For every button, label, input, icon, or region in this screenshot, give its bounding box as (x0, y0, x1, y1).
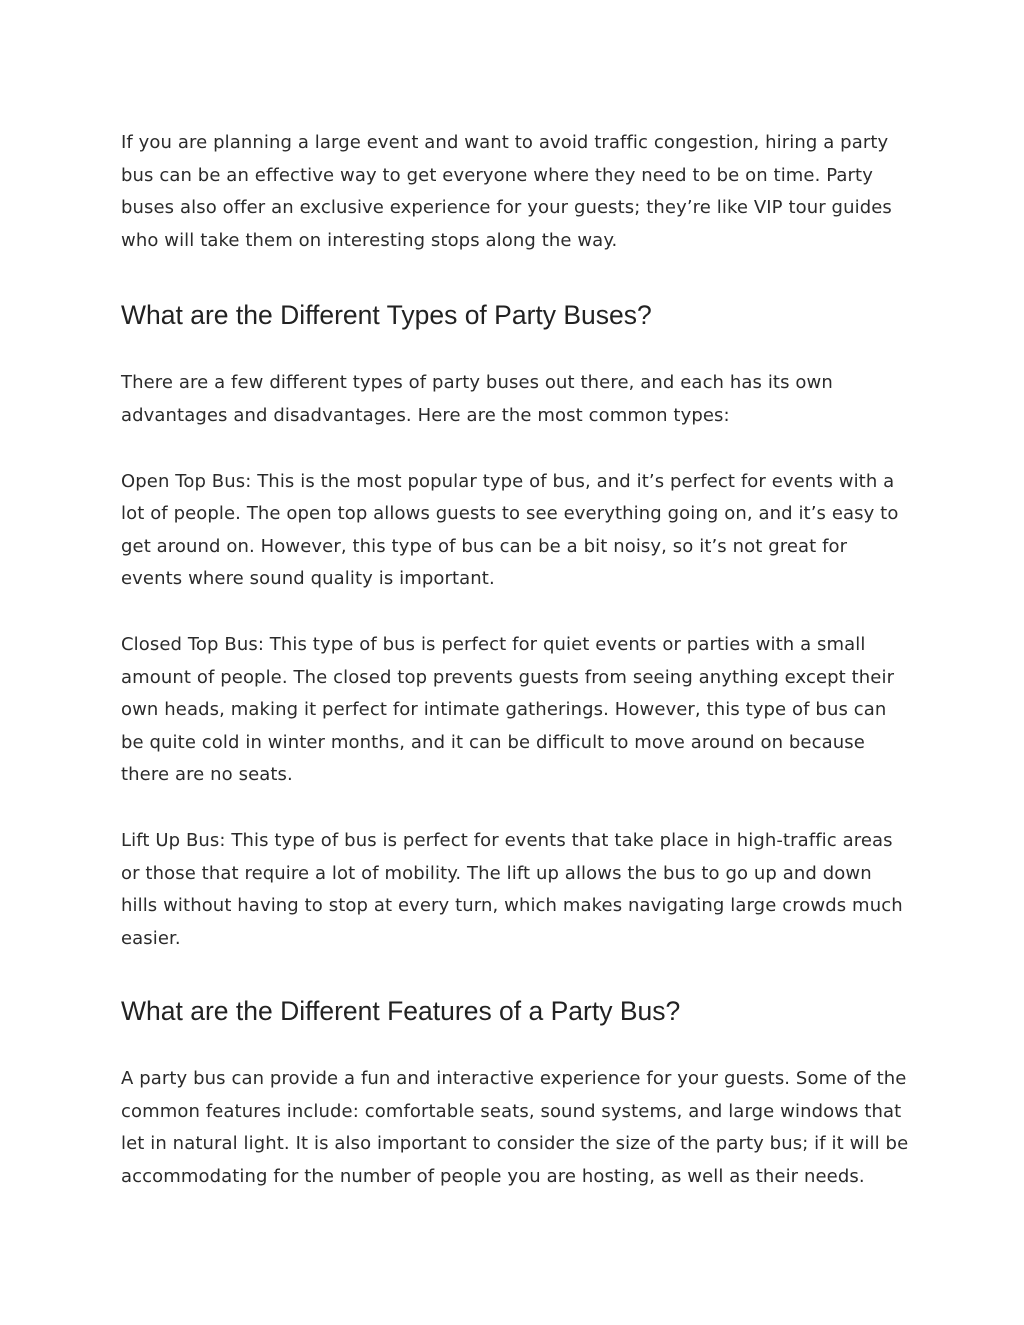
lift-up-bus-paragraph: Lift Up Bus: This type of bus is perfect for events that take place in high-traffic areas or those that require a lot of mobility. The lift up allows the bus to go up and down hills without having to stop at every turn, which makes navigating large crowds much easier. (121, 829, 903, 949)
open-top-bus-paragraph: Open Top Bus: This is the most popular type of bus, and it’s perfect for events with a lot of people. The open top allows guests to see everything going on, and it’s easy to get around on. However, this type of bus can be a bit noisy, so it’s not great for events where sound quality is important. (121, 470, 899, 590)
document-page (121, 127, 911, 1194)
intro-paragraph: If you are planning a large event and want to avoid traffic congestion, hiring a party bus can be an effective way to get everyone where they need to be on time. Party buses also offer an exclusive experience for your guests; they’re like VIP tour guides who will take them on interesting stops along the way. (121, 132, 892, 251)
closed-top-bus-paragraph: Closed Top Bus: This type of bus is perfect for quiet events or parties with a small amount of people. The closed top prevents guests from seeing anything except their own heads, making it perfect for intimate gatherings. However, this type of bus can be quite cold in winter months, and it can be difficult to move around on because there are no seats. (121, 633, 895, 786)
features-heading: What are the Different Features of a Party Bus? (121, 996, 681, 1027)
types-intro-paragraph: There are a few different types of party buses out there, and each has its own advantages and disadvantages. Here are the most common types: (121, 372, 833, 426)
types-heading: What are the Different Types of Party Buses? (121, 300, 652, 331)
features-paragraph: A party bus can provide a fun and interactive experience for your guests. Some of the common features include: comfortable seats, sound systems, and large windows that let in natural light. It is also important to consider the size of the party bus; if it will be accommodating for the number of people you are hosting, as well as their needs. (121, 1068, 909, 1188)
